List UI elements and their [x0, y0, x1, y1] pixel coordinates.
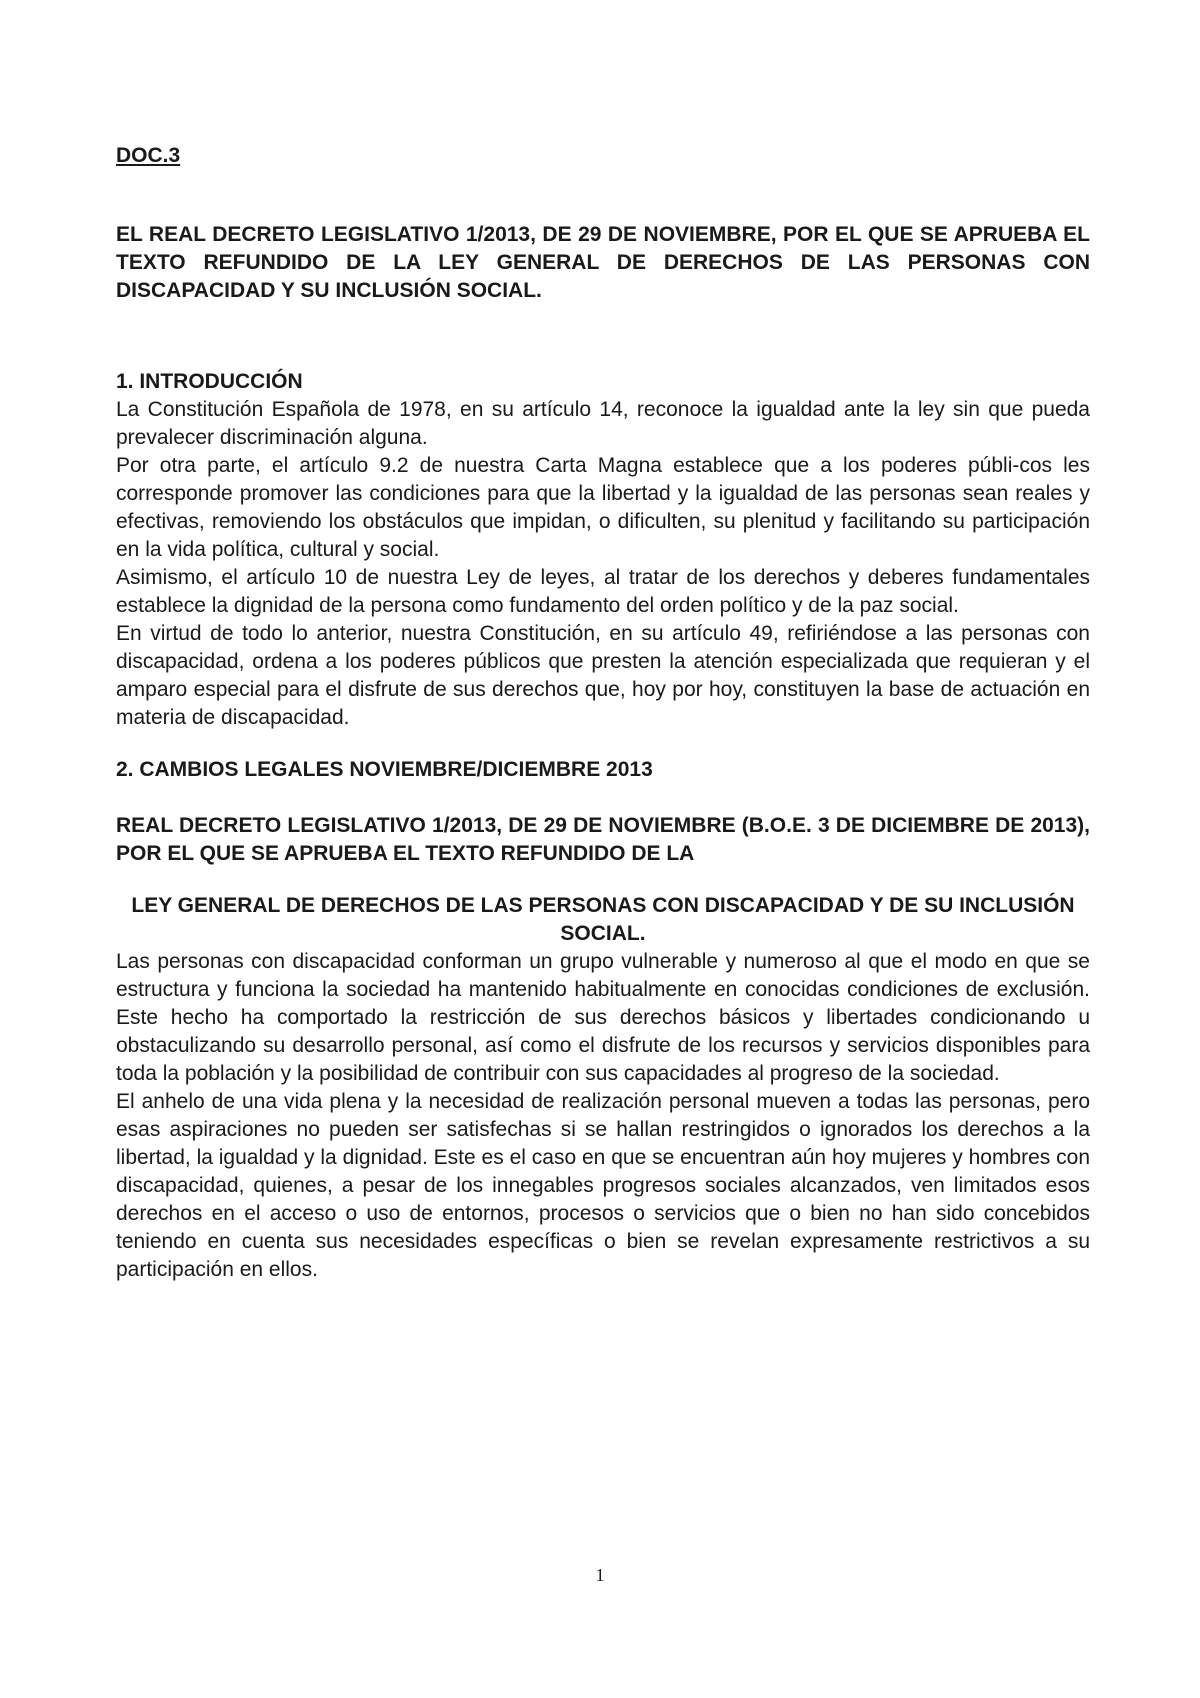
page-number: 1: [595, 1565, 605, 1585]
document-content: [116, 142, 1090, 1284]
ley-title: LEY GENERAL DE DERECHOS DE LAS PERSONAS CON DISCAPACIDAD Y DE SU INCLUSIÓN SOCIAL.: [131, 894, 1075, 945]
paragraph: La Constitución Española de 1978, en su artículo 14, reconoce la igualdad ante la ley sin que pueda prevalecer discriminación alguna.: [116, 398, 1090, 449]
paragraph: Por otra parte, el artículo 9.2 de nuestra Carta Magna establece que a los poderes públi-cos les corresponde promover las condiciones para que la libertad y la igualdad de las personas sean reales y efectivas, removiendo los obstáculos que impidan, o dificulten, su plenitud y facilitando su participación en la vida política, cultural y social.: [116, 454, 1090, 561]
document-title: EL REAL DECRETO LEGISLATIVO 1/2013, DE 29 DE NOVIEMBRE, POR EL QUE SE APRUEBA EL TEXTO REFUNDIDO DE LA LEY GENERAL DE DERECHOS DE LAS PERSONAS CON DISCAPACIDAD Y SU INCLUSIÓN SOCIAL.: [116, 223, 1090, 302]
section-heading-cambios-legales: 2. CAMBIOS LEGALES NOVIEMBRE/DICIEMBRE 2013: [116, 758, 653, 781]
paragraph: Asimismo, el artículo 10 de nuestra Ley de leyes, al tratar de los derechos y deberes fundamentales establece la dignidad de la persona como fundamento del orden político y de la paz social.: [116, 566, 1090, 617]
paragraph: En virtud de todo lo anterior, nuestra Constitución, en su artículo 49, refiriéndose a las personas con discapacidad, ordena a los poderes públicos que presten la atención especializada que requieran y el amparo especial para el disfrute de sus derechos que, hoy por hoy, constituyen la base de actuación en materia de discapacidad.: [116, 622, 1090, 729]
paragraph: El anhelo de una vida plena y la necesidad de realización personal mueven a todas las personas, pero esas aspiraciones no pueden ser satisfechas si se hallan restringidos o ignorados los derechos a la libertad, la igualdad y la dignidad. Este es el caso en que se encuentran aún hoy mujeres y hombres con discapacidad, quienes, a pesar de los innegables progresos sociales alcanzados, ven limitados esos derechos en el acceso o uso de entornos, procesos o servicios que o bien no han sido concebidos teniendo en cuenta sus necesidades específicas o bien se revelan expresamente restrictivos a su participación en ellos.: [116, 1090, 1090, 1281]
section-heading-introduccion: 1. INTRODUCCIÓN: [116, 370, 303, 393]
doc-label: DOC.3: [116, 144, 181, 167]
decree-title: REAL DECRETO LEGISLATIVO 1/2013, DE 29 DE NOVIEMBRE (B.O.E. 3 DE DICIEMBRE DE 2013), POR EL QUE SE APRUEBA EL TEXTO REFUNDIDO DE LA: [116, 814, 1090, 865]
paragraph: Las personas con discapacidad conforman un grupo vulnerable y numeroso al que el modo en que se estructura y funciona la sociedad ha mantenido habitualmente en conocidas condiciones de exclusión. Este hecho ha comportado la restricción de sus derechos básicos y libertades condicionando u obstaculizando su desarrollo personal, así como el disfrute de los recursos y servicios disponibles para toda la población y la posibilidad de contribuir con sus capacidades al progreso de la sociedad.: [116, 950, 1090, 1085]
